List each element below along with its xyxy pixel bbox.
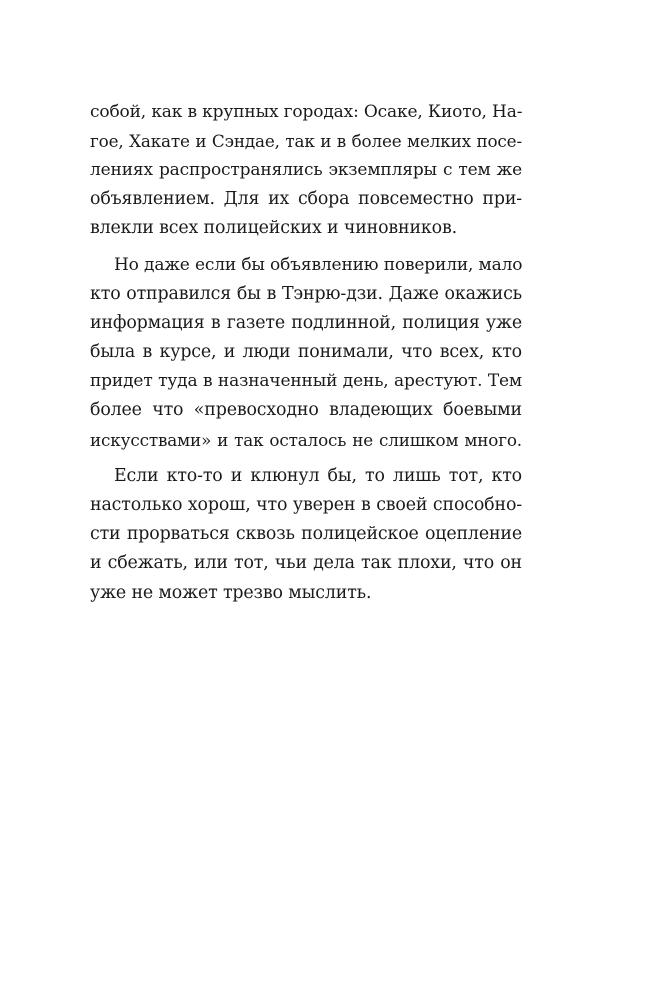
text-line: настолько хорош, что уверен в своей способно- bbox=[90, 495, 522, 516]
text-line: информация в газете подлинной, полиция уже bbox=[90, 313, 522, 334]
text-line: Если кто-то и клюнул бы, то лишь тот, кто bbox=[114, 466, 522, 487]
text-line: уже не может трезво мыслить. bbox=[90, 582, 372, 603]
text-line: придет туда в назначенный день, арестуют. Тем bbox=[90, 371, 522, 392]
text-line: искусствами» и так осталось не слишком много. bbox=[90, 429, 522, 450]
text-line: влекли всех полицейских и чиновников. bbox=[90, 218, 457, 239]
text-line: кто отправился бы в Тэнрю-дзи. Даже окажись bbox=[90, 284, 522, 305]
text-line: собой, как в крупных городах: Осаке, Киото, На- bbox=[90, 102, 523, 122]
text-line: и сбежать, или тот, чьи дела так плохи, что он bbox=[90, 553, 522, 574]
text-line: сти прорваться сквозь полицейское оцепление bbox=[90, 524, 522, 545]
text-line: объявлением. Для их сбора повсеместно при- bbox=[90, 189, 522, 210]
paragraph-1 bbox=[90, 98, 522, 243]
text-line: гое, Хакате и Сэндае, так и в более мелких посе- bbox=[90, 131, 522, 152]
text-line: была в курсе, и люди понимали, что всех, кто bbox=[90, 342, 522, 363]
paragraph-2 bbox=[90, 251, 522, 455]
paragraph-3 bbox=[90, 462, 522, 607]
text-line: более что «превосходно владеющих боевыми bbox=[90, 400, 522, 421]
body-text bbox=[90, 98, 522, 615]
text-line: Но даже если бы объявлению поверили, мало bbox=[114, 254, 523, 275]
text-line: лениях распространялись экземпляры с тем же bbox=[90, 160, 522, 181]
